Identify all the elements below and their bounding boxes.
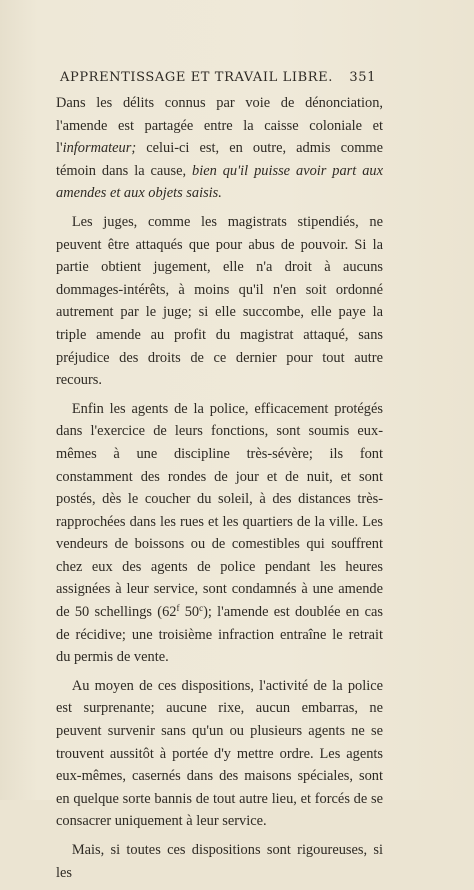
running-title: APPRENTISSAGE ET TRAVAIL LIBRE. — [60, 70, 333, 85]
paragraph-3-text: Enfin les agents de la police, efficacement protégés dans l'exercice de leurs fonctions, sont soumis eux-mêmes à une discipline très-sévère; ils font constamment des rondes de jour et de nuit, et sont postés, dès le coucher du soleil, à des distances très-rapprochées dans les rues et les quartiers de la ville. Les vendeurs de boissons ou de comestibles qui souffrent chez eux des agents de police pendant les heures assignées à leur service, sont condamnés à une amende de 50 schellings (62 — [56, 400, 383, 621]
paragraph-1-text: Dans les délits connus par voie de dénonciation, l'amende est partagée entre la caisse coloniale et l' — [56, 95, 383, 157]
paragraph-2: Les juges, comme les magistrats stipendiés, ne peuvent être attaqués que pour abus de pouvoir. Si la partie obtient jugement, elle n'a droit à aucuns dommages-intérêts, à moins qu'il n'en soit ordonné autrement par le juge; si elle succombe, elle paye la triple amende au profit du magistrat attaqué, sans préjudice des droits de ce dernier pour tout autre recours. — [56, 213, 383, 389]
paragraph-4: Au moyen de ces dispositions, l'activité de la police est surprenante; aucune rixe, aucun embarras, ne peuvent survenir sans qu'un ou plusieurs agents ne se trouvent aussitôt à portée d'y mettre ordre. Les agents eux-mêmes, casernés dans des maisons spéciales, sont en quelque sorte bannis de tout autre lieu, et forcés de se consacrer uniquement à leur service. — [56, 677, 383, 830]
paragraph-1-italic-informateur: informateur; — [62, 140, 137, 157]
paragraph-1-text-cont: celui-ci est, en outre, admis comme témoin dans la cause, — [56, 140, 383, 179]
centime-superscript: c — [199, 603, 204, 614]
franc-superscript: f — [176, 603, 180, 614]
paragraph-3 — [56, 398, 383, 669]
paragraph-1 — [56, 92, 383, 205]
body-text — [56, 92, 383, 890]
paragraph-5: Mais, si toutes ces dispositions sont rigoureuses, si les — [56, 842, 383, 881]
paragraph-3-text-cont: ); l'amende est doublée en cas de récidive; une troisième infraction entraîne le retrait du permis de vente. — [56, 604, 383, 666]
paragraph-1-italic-clause: bien qu'il puisse avoir part aux amendes et aux objets saisis. — [56, 162, 383, 202]
page-number: 351 — [349, 70, 376, 85]
paragraph-3-amount: 50 — [179, 604, 200, 621]
